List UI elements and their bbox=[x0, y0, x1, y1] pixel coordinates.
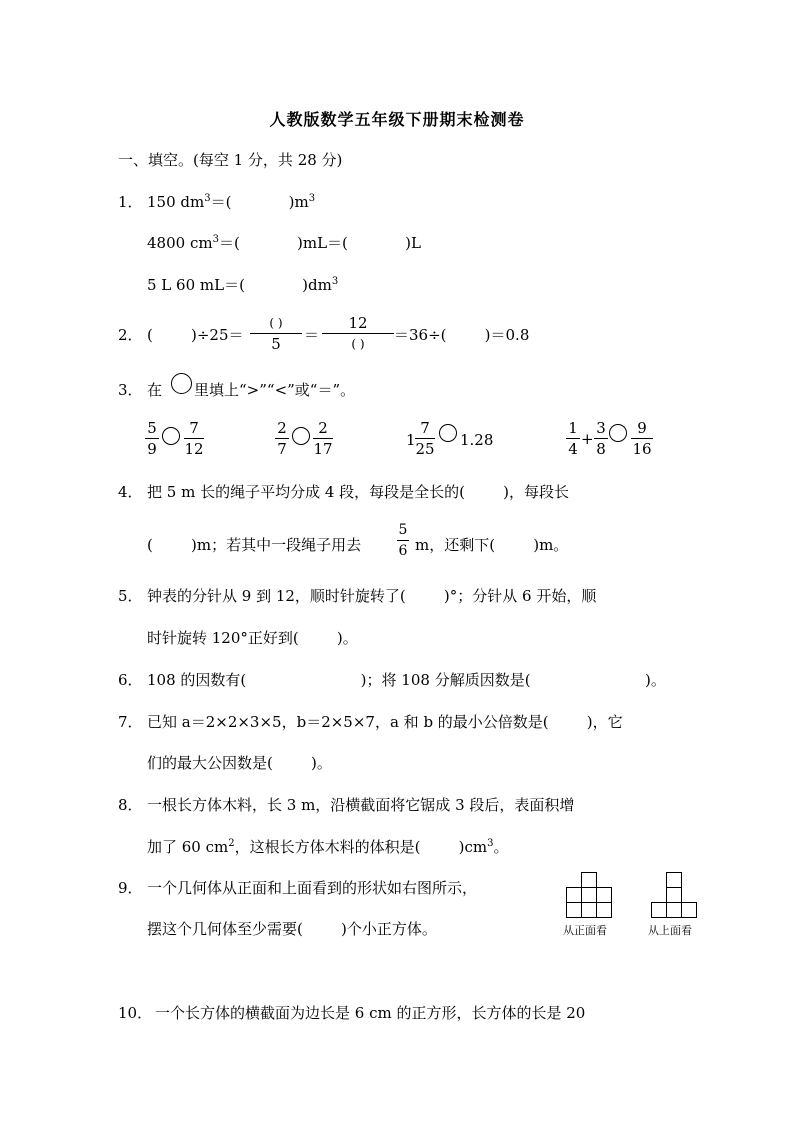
top-view-icon bbox=[651, 872, 697, 918]
q6-number: 6． bbox=[118, 671, 143, 689]
q10-number: 10． bbox=[118, 1004, 153, 1022]
q2-part1: ( )÷25＝ bbox=[147, 326, 244, 344]
q7-line2: 们的最大公因数是( )。 bbox=[147, 754, 332, 772]
q4-line2a: ( )m；若其中一段绳子用去 bbox=[147, 536, 362, 554]
q7-line1: 已知 a＝2×2×3×5，b＝2×5×7，a 和 b 的最小公倍数是( )，它 bbox=[147, 713, 623, 731]
q5-line2: 时针旋转 120°正好到( )。 bbox=[147, 629, 358, 647]
blank-circle-icon bbox=[171, 373, 192, 394]
q8-line1: 一根长方体木料，长 3 m，沿横截面将它锯成 3 段后，表面积增 bbox=[147, 796, 575, 814]
q9-line1: 一个几何体从正面和上面看到的形状如右图所示， bbox=[147, 879, 478, 897]
q3d-plus: + bbox=[581, 430, 594, 448]
q9-number: 9． bbox=[118, 879, 143, 897]
q5-line1: 钟表的分针从 9 到 12，顺时针旋转了( )°；分针从 6 开始，顺 bbox=[147, 587, 597, 605]
q4-fraction: 5 6 bbox=[398, 522, 408, 559]
q1-line3: 5 L 60 mL＝( )$dm^3$ bbox=[147, 276, 339, 294]
q3c-fraction: 7 25 bbox=[415, 419, 435, 458]
q8-line2: 加了 60 $cm^2$，这根长方体木料的体积是( )$cm^3$。 bbox=[147, 838, 509, 856]
q2-equals: ＝ bbox=[304, 326, 320, 344]
page-title: 人教版数学五年级下册期末检测卷 bbox=[269, 110, 525, 129]
q4-line1: 把 5 m 长的绳子平均分成 4 段，每段是全长的( )，每段长 bbox=[147, 483, 570, 501]
q2-number: 2． bbox=[118, 326, 143, 344]
q4-number: 4． bbox=[118, 483, 143, 501]
q2-fraction1: ( ) 5 bbox=[250, 314, 302, 353]
q6-line1: 108 的因数有( )；将 108 分解质因数是( )。 bbox=[147, 671, 666, 689]
front-view-caption: 从正面看 bbox=[563, 924, 607, 937]
q3d-fraction3: 9 16 bbox=[632, 419, 652, 458]
compare-circle-icon[interactable] bbox=[162, 427, 180, 445]
q7-number: 7． bbox=[118, 713, 143, 731]
section-heading: 一、填空。(每空 1 分，共 28 分) bbox=[118, 151, 343, 169]
q4-line2b: m，还剩下( )m。 bbox=[415, 536, 569, 554]
compare-circle-icon[interactable] bbox=[439, 424, 457, 442]
compare-circle-icon[interactable] bbox=[292, 427, 310, 445]
q1-number: 1． bbox=[118, 193, 143, 211]
q10-line1: 一个长方体的横截面为边长是 6 cm 的正方形，长方体的长是 20 bbox=[155, 1004, 586, 1022]
q3b-left-fraction: 2 7 bbox=[275, 419, 289, 458]
q1-line1: 150 $dm^3=$( )$m^3$ bbox=[147, 193, 316, 211]
q8-number: 8． bbox=[118, 796, 143, 814]
q9-line2: 摆这个几何体至少需要( )个小正方体。 bbox=[147, 920, 437, 938]
q2-fraction2: 12 ( ) bbox=[322, 314, 394, 353]
q3b-right-fraction: 2 17 bbox=[313, 419, 333, 458]
front-view-icon bbox=[566, 872, 612, 918]
q3-text-before: 在 bbox=[147, 381, 163, 399]
compare-circle-icon[interactable] bbox=[609, 424, 627, 442]
q3a-left-fraction: 5 9 bbox=[145, 419, 159, 458]
top-view-caption: 从上面看 bbox=[648, 924, 692, 937]
q3-number: 3． bbox=[118, 381, 143, 399]
q3a-right-fraction: 7 12 bbox=[184, 419, 204, 458]
q1-line2: 4800 $cm^3=$( )mL＝( )L bbox=[147, 234, 421, 252]
q5-number: 5． bbox=[118, 587, 143, 605]
q3d-fraction1: 1 4 bbox=[566, 419, 580, 458]
q3d-fraction2: 3 8 bbox=[594, 419, 608, 458]
q2-part2: ＝36÷( )＝0.8 bbox=[394, 326, 530, 344]
q3c-value: 1.28 bbox=[460, 431, 494, 449]
q3c-whole: 1 bbox=[406, 431, 416, 449]
q3-text-after: 里填上“>”“<”或“＝”。 bbox=[194, 381, 356, 399]
